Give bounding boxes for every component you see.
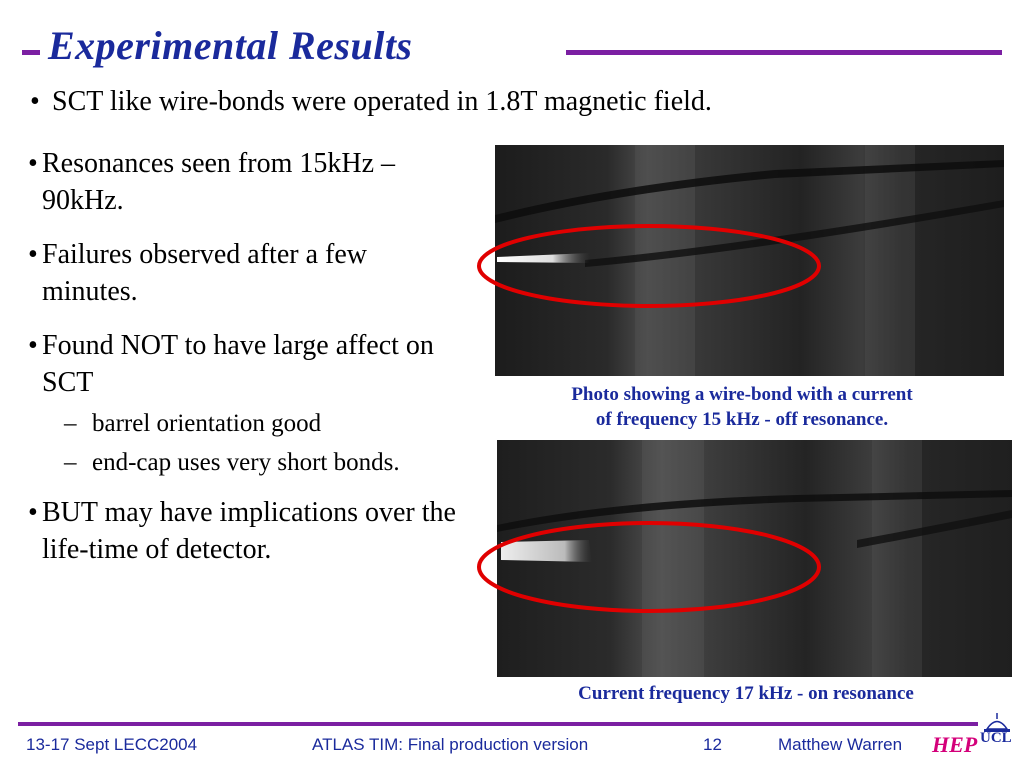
lead-bullet — [30, 86, 712, 118]
bullet-item — [28, 236, 468, 310]
title-underline — [566, 50, 1002, 55]
sub-bullet-marker: – — [64, 449, 77, 476]
title-dash — [22, 50, 40, 55]
photo1-caption — [486, 382, 998, 432]
bullet-marker: • — [28, 497, 38, 528]
bullet-item — [28, 494, 468, 568]
sub-bullet-text: end-cap uses very short bonds. — [92, 449, 400, 476]
bullet-text: Resonances seen from 15kHz – 90kHz. — [42, 148, 396, 216]
bullet-item — [28, 145, 468, 219]
sub-bullet-item — [28, 445, 468, 480]
photo2-caption: Current frequency 17 kHz - on resonance — [578, 683, 914, 704]
bullet-text: BUT may have implications over the life-time of detector. — [42, 497, 456, 565]
logo-ucl-text: UCL — [980, 730, 1012, 746]
footer-date-event: 13-17 Sept LECC2004 — [26, 735, 198, 754]
footer-author: Matthew Warren — [778, 735, 903, 754]
bullet-item — [28, 327, 468, 401]
footer-page-number: 12 — [703, 735, 722, 754]
photo1-caption-line2: of frequency 15 kHz - off resonance. — [595, 409, 889, 430]
bullet-text: Failures observed after a few minutes. — [42, 239, 367, 307]
sub-bullet-marker: – — [64, 410, 77, 437]
slide-title: Experimental Results — [48, 23, 413, 68]
logo-hep-text: HEP — [932, 732, 978, 757]
sub-bullet-list — [28, 406, 468, 480]
title-bar — [0, 10, 1024, 70]
bullet-list — [28, 145, 468, 585]
bullet-marker: • — [28, 148, 38, 179]
hep-ucl-logo — [928, 712, 1018, 762]
footer-talk-title: ATLAS TIM: Final production version — [312, 735, 589, 754]
sub-bullet-item — [28, 406, 468, 441]
lead-text: SCT like wire-bonds were operated in 1.8T magnetic field. — [52, 86, 712, 117]
photo1-caption-line1: Photo showing a wire-bond with a current — [571, 384, 913, 405]
bullet-marker: • — [28, 239, 38, 270]
bullet-marker: • — [30, 86, 40, 117]
bullet-marker: • — [28, 330, 38, 361]
wire-bond-photo-off-resonance — [495, 145, 1004, 376]
wire-bond-photo-on-resonance — [497, 440, 1012, 677]
bullet-text: Found NOT to have large affect on SCT — [42, 330, 434, 398]
sub-bullet-text: barrel orientation good — [92, 410, 322, 437]
footer-divider — [18, 722, 978, 726]
